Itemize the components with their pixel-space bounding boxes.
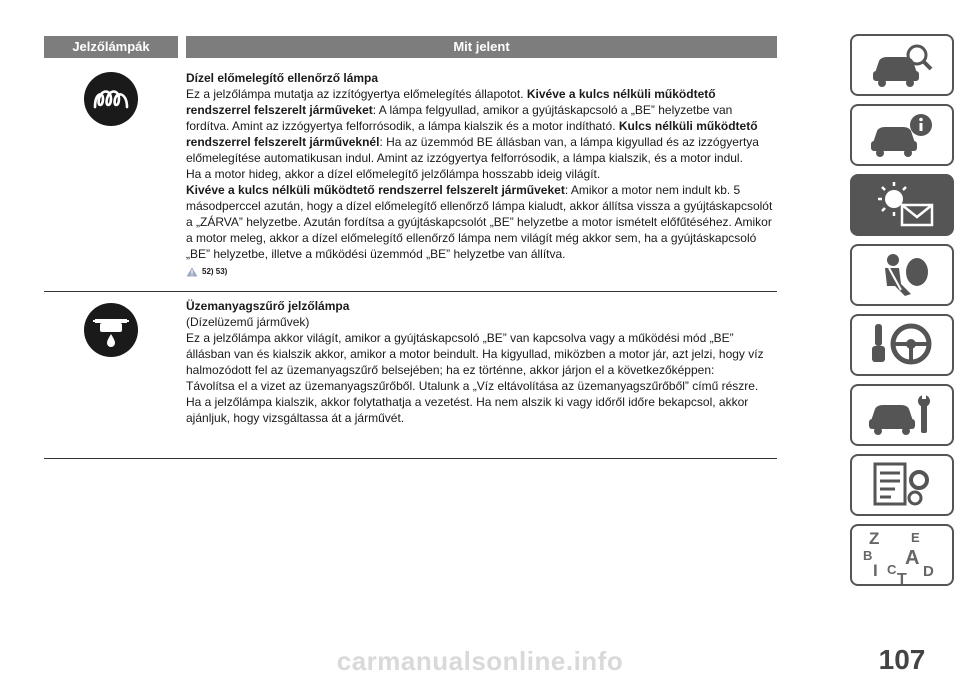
page-number: 107 (878, 644, 926, 675)
reference-numbers: 52) 53) (202, 267, 228, 276)
paragraph: Ez a jelzőlámpa mutatja az izzítógyertya előmelegítés állapotot. Kivéve a kulcs nélküli működtető rendszerrel felszerelt járműveket: A lámpa felgyullad, amikor a gyújtáskapcsoló a „BE” helyzetbe van fordítva. Amint az izzógyertya felforrósodik, a lámpa kialszik és a motor indítható. Kulcs nélküli működtető rendszerrel felszerelt járműveknél: Ha az üzemmód BE állásban van, a lámpa kigyullad és az izzógyertya előmelegítése automatikusan indul. Amint az izzógyertya felforrósodik, a lámpa kialszik, és a motor indul. (186, 87, 759, 165)
tab-maintenance[interactable] (850, 454, 954, 516)
row-title: Dízel előmelegítő ellenőrző lámpa (186, 71, 379, 85)
steering-key-icon (867, 320, 937, 370)
fuel-filter-water-icon (84, 303, 138, 357)
row-divider (44, 291, 777, 292)
specs-gear-icon (867, 460, 937, 510)
index-letter: D (923, 563, 934, 580)
paragraph: Ez a jelzőlámpa akkor világít, amikor a gyújtáskapcsoló „BE” van kapcsolva vagy a működési mód „BE” állásban van és kialszik akkor, amikor a motor beindult. Ha kigyullad, miközben a motor jár, azt jelzi, hogy víz halmozódott fel az üzemanyagszűrő belsejében; ha ez történne, akkor járjon el a következőképpen: (186, 331, 764, 377)
tab-warning-lights[interactable] (850, 174, 954, 236)
glow-plug-icon (84, 72, 138, 126)
row-title: Üzemanyagszűrő jelzőlámpa (186, 299, 350, 313)
index-letter: A (905, 547, 920, 569)
warning-light-message-icon (864, 179, 940, 231)
row-divider (44, 458, 777, 459)
paragraph: Ha a motor hideg, akkor a dízel előmelegítő jelzőlámpa hosszabb ideig világít. (186, 167, 601, 181)
car-info-icon (867, 111, 937, 159)
row-glow-plug-text (186, 70, 777, 280)
index-letter: I (873, 561, 878, 580)
index-letter: T (897, 571, 907, 584)
warning-triangle-icon (186, 267, 198, 277)
tab-car-search[interactable] (850, 34, 954, 96)
header-warning-lights: Jelzőlámpák (44, 36, 178, 58)
index-letter: Z (869, 529, 880, 548)
paragraph: Távolítsa el a vizet az üzemanyagszűrőből. Utalunk a „Víz eltávolítása az üzemanyagszűrőből” című részre. (186, 379, 759, 393)
tab-safety[interactable] (850, 244, 954, 306)
car-search-icon (867, 41, 937, 89)
references (186, 264, 777, 280)
paragraph: Kivéve a kulcs nélküli működtető rendszerrel felszerelt járműveket: Amikor a motor nem indult kb. 5 másodperccel azután, hogy a dízel előmelegítő ellenőrző lámpa kialudt, akkor állítsa vissza a gyújtáskapcsolót a „ZÁRVA” helyzetbe. Azután fordítsa a gyújtáskapcsolót „BE” helyzetbe a motor ismételt előfűtéséhez. Amikor a motor meleg, akkor a dízel előmelegítő ellenőrző lámpa nem világít még akkor sem, ha a gyújtáskapcsoló „BE” helyzetbe, illetve a működési üzemmód „BE” helyzetbe van állítva. (186, 183, 773, 261)
car-wrench-icon (867, 391, 937, 439)
index-letter: B (863, 548, 873, 563)
row-icon-cell (44, 62, 178, 290)
index-letter: E (911, 530, 920, 545)
tab-emergency[interactable] (850, 384, 954, 446)
row-subtitle: (Dízelüzemű járművek) (186, 315, 310, 329)
index-letter: C (887, 562, 897, 577)
row-icon-cell (44, 293, 178, 457)
header-meaning: Mit jelent (186, 36, 777, 58)
tab-starting-driving[interactable] (850, 314, 954, 376)
airbag-icon (867, 250, 937, 300)
watermark: carmanualsonline.info (336, 646, 624, 676)
index-letters-icon (859, 526, 945, 584)
tab-car-info[interactable] (850, 104, 954, 166)
paragraph: Ha a jelzőlámpa kialszik, akkor folytathatja a vezetést. Ha nem alszik ki vagy időről időre bekapcsol, akkor ajánljuk, hogy vizsgáltassa át a járművét. (186, 395, 749, 425)
tab-index[interactable] (850, 524, 954, 586)
row-fuel-filter-text (186, 298, 777, 426)
